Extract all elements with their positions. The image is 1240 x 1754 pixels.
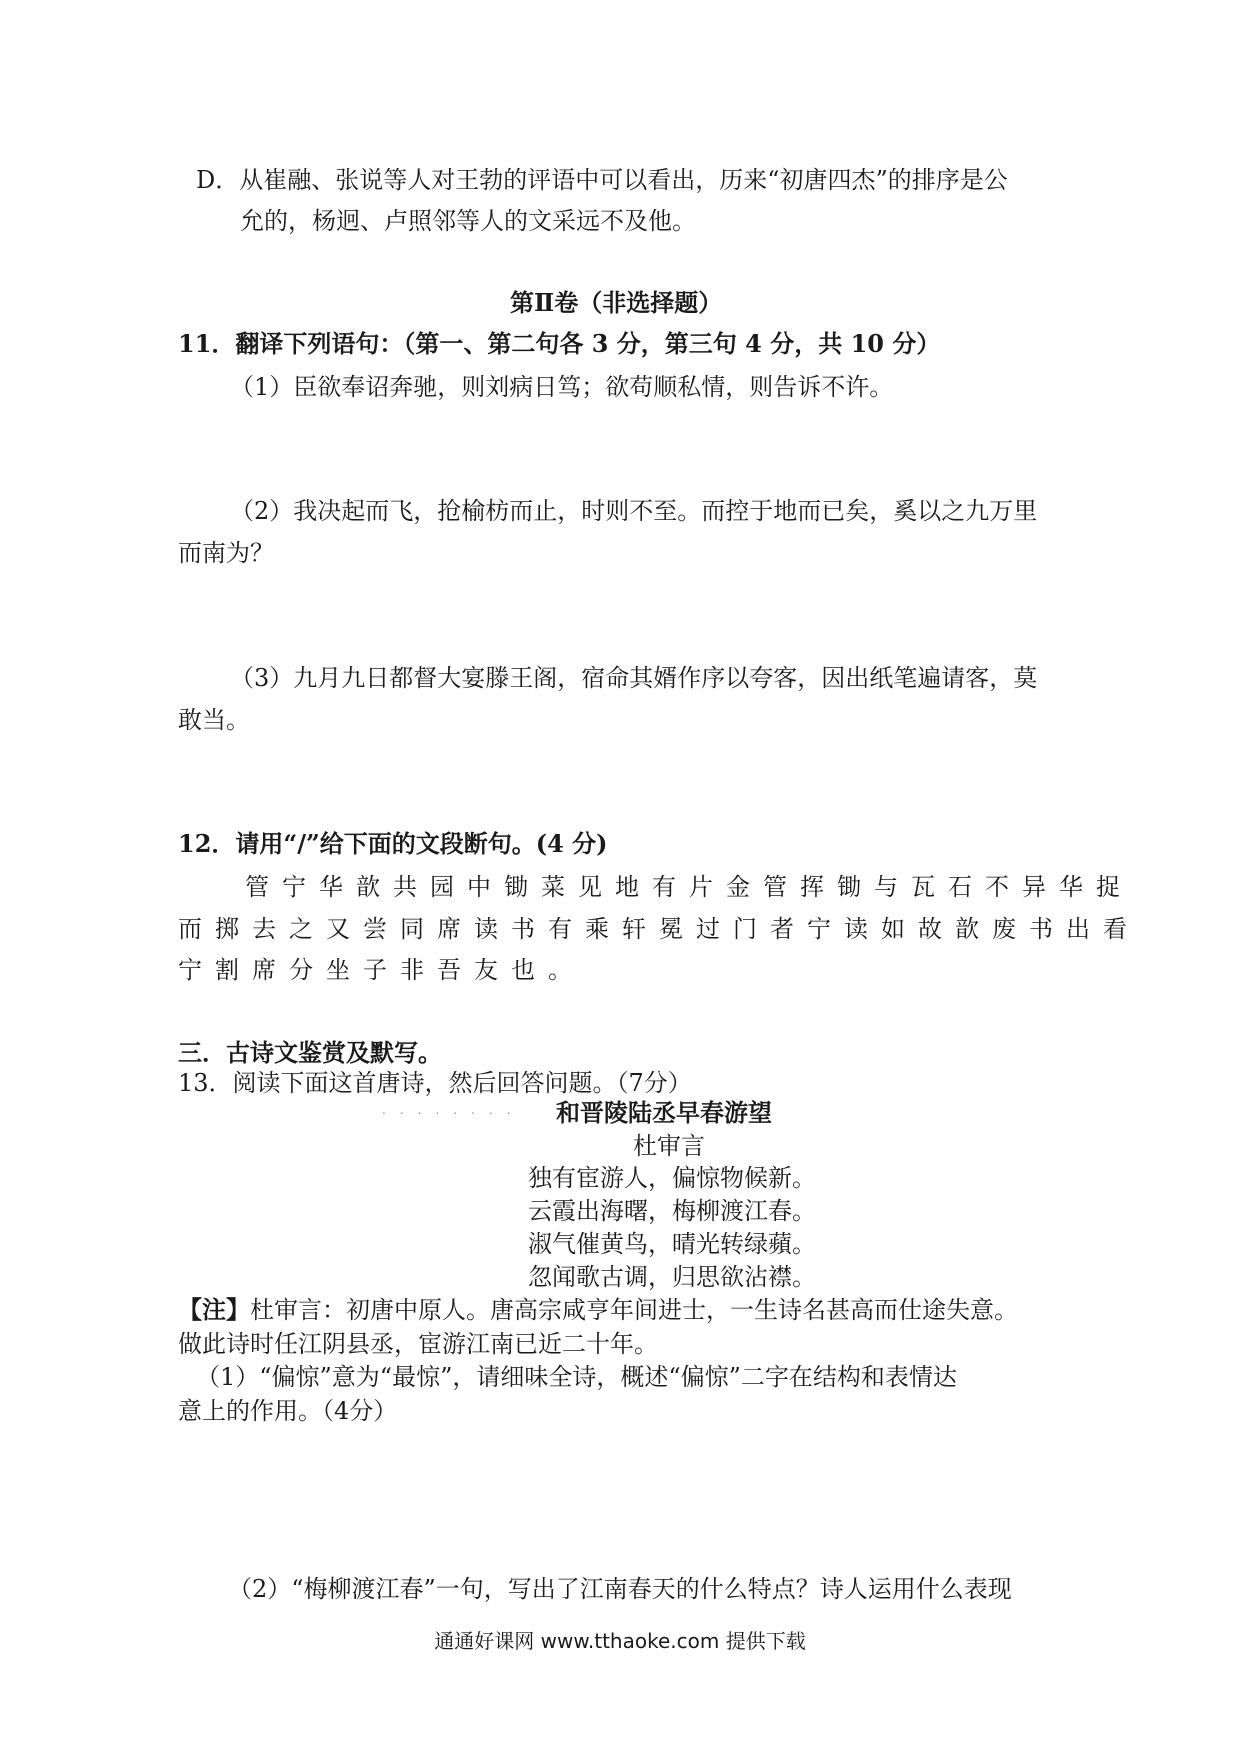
poem-note-line1	[178, 1295, 1018, 1325]
q12-title: 12．请用“/”给下面的文段断句。(4 分)	[178, 829, 608, 858]
q13-sub1-line1: （1）“偏惊”意为“最惊”，请细味全诗，概述“偏惊”二字在结构和表情达	[196, 1363, 957, 1391]
poem-line-4: 忽闻歌古调，归思欲沾襟。	[528, 1263, 816, 1291]
q11-sentence3-line1: （3）九月九日都督大宴滕王阁，宿命其婿作序以夸客，因出纸笔遍请客，莫	[230, 664, 1038, 692]
poem-line-2: 云霞出海曙，梅柳渡江春。	[528, 1197, 816, 1225]
poem-line-3: 淑气催黄鸟，晴光转绿蘋。	[528, 1230, 816, 1258]
poem-title: 和晋陵陆丞早春游望	[556, 1098, 772, 1127]
option-d-line1: D．从崔融、张说等人对王勃的评语中可以看出，历来“初唐四杰”的排序是公	[196, 166, 1008, 194]
q13-sub1-line2: 意上的作用。（4分）	[178, 1397, 398, 1425]
section2-title: 第Ⅱ卷（非选择题）	[510, 288, 723, 317]
poem-author: 杜审言	[633, 1132, 705, 1160]
note-text: 杜审言：初唐中原人。唐高宗咸亨年间进士，一生诗名甚高而仕途失意。	[250, 1296, 1018, 1324]
q11-sentence2-line2: 而南为？	[178, 539, 274, 567]
q11-sentence2-line1: （2）我决起而飞，抢榆枋而止，时则不至。而控于地而已矣，奚以之九万里	[230, 497, 1038, 525]
q12-passage-line3: 宁割席分坐子非吾友也。	[178, 956, 585, 984]
option-d-line2: 允的，杨迥、卢照邻等人的文采远不及他。	[240, 207, 696, 235]
footer-watermark: 通通好课网 www.tthaoke.com 提供下载	[434, 1629, 806, 1653]
q12-passage-line2: 而掷去之又尝同席读书有乘轩冕过门者宁读如故歆废书出看	[178, 915, 1140, 943]
q11-sentence3-line2: 敢当。	[178, 706, 250, 734]
q11-title: 11．翻译下列语句：（第一、第二句各 3 分，第三句 4 分，共 10 分）	[178, 329, 941, 358]
poem-note-line2: 做此诗时任江阴县丞，宦游江南已近二十年。	[178, 1330, 658, 1358]
note-label: 【注】	[178, 1295, 250, 1324]
decorative-dots: ........	[382, 1103, 525, 1117]
q13-sub2-line1: （2）“梅柳渡江春”一句，写出了江南春天的什么特点？诗人运用什么表现	[228, 1575, 1012, 1603]
q11-sentence1: （1）臣欲奉诏奔驰，则刘病日笃；欲苟顺私情，则告诉不许。	[230, 373, 894, 401]
q13-title: 13．阅读下面这首唐诗，然后回答问题。（7分）	[178, 1069, 692, 1097]
poem-line-1: 独有宦游人，偏惊物候新。	[528, 1164, 816, 1192]
q12-passage-line1: 管宁华歆共园中锄菜见地有片金管挥锄与瓦石不异华捉	[245, 873, 1133, 901]
section3-title: 三．古诗文鉴赏及默写。	[178, 1038, 442, 1067]
